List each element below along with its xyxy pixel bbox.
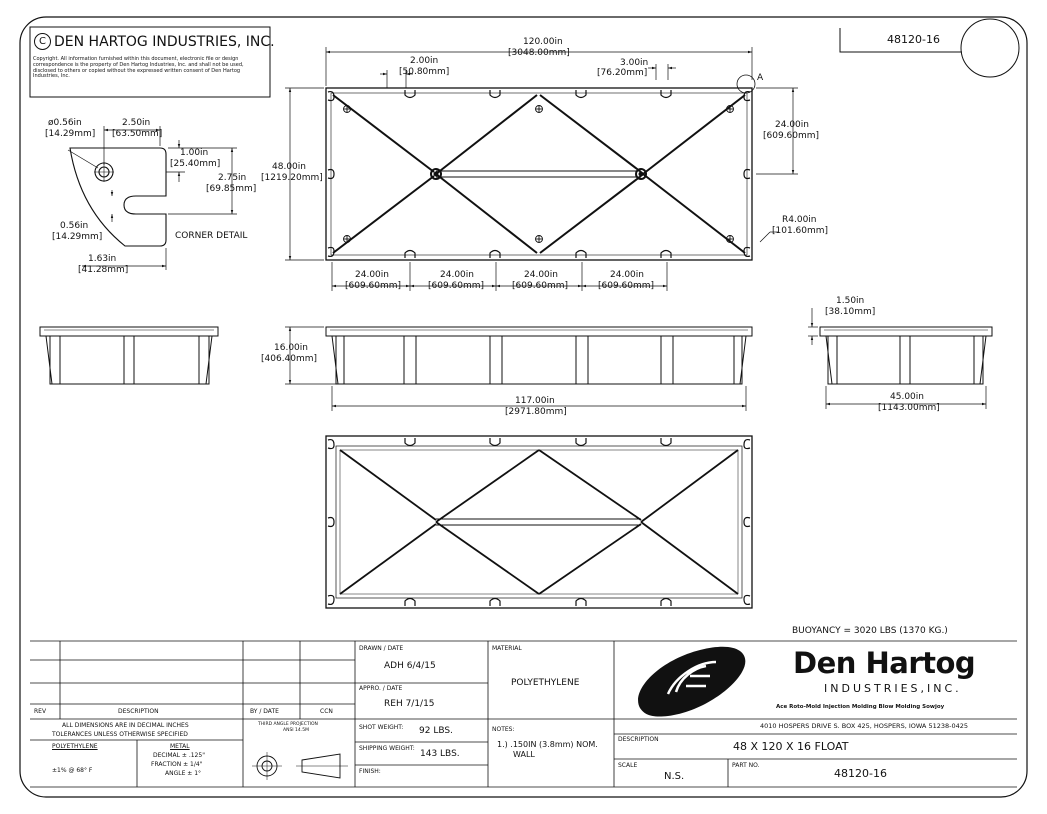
rev-header: REV xyxy=(34,708,47,715)
description-label: DESCRIPTION xyxy=(618,736,659,743)
dim-bottom-1-mm: [609.60mm] xyxy=(345,281,402,291)
logo-divisions: Ace Roto-Mold Injection Molding Blow Molding Sowjoy xyxy=(776,704,945,710)
corner-2-5-dim: 2.50in xyxy=(122,118,151,128)
dim-1-5in: 1.50in xyxy=(836,296,865,306)
appro-label: APPRO. / DATE xyxy=(359,685,403,692)
company-address: 4010 HOSPERS DRIVE S. BOX 425, HOSPERS, IOWA 51238-0425 xyxy=(760,722,969,730)
left-end-view xyxy=(40,327,218,384)
bottom-view xyxy=(326,436,752,608)
corner-slot-dim: 0.56in xyxy=(60,221,89,231)
rev-ccn-header: CCN xyxy=(320,708,333,715)
part-no-label: PART NO. xyxy=(732,762,760,769)
dim-3in-mm: [76.20mm] xyxy=(597,68,648,78)
corner-hole-dim-mm: [14.29mm] xyxy=(45,129,96,139)
scale-label: SCALE xyxy=(618,762,638,769)
dim-24in-right-mm: [609.60mm] xyxy=(763,131,820,141)
logo-name: Den Hartog xyxy=(793,646,976,680)
part-number-label: 48120-16 xyxy=(887,33,940,46)
dim-48in: 48.00in xyxy=(272,162,306,172)
corner-hole-dim: ø0.56in xyxy=(48,118,82,128)
den-hartog-logo-icon xyxy=(638,647,745,717)
dim-bottom-4: 24.00in xyxy=(610,270,644,280)
dim-24in-right: 24.00in xyxy=(775,120,809,130)
description-value: 48 X 120 X 16 FLOAT xyxy=(733,740,849,753)
dim-bottom-2-mm: [609.60mm] xyxy=(428,281,485,291)
corner-2-5-dim-mm: [63.50mm] xyxy=(112,129,163,139)
metal-decimal: DECIMAL ± .125" xyxy=(153,752,205,759)
drawn-label: DRAWN / DATE xyxy=(359,645,404,652)
buoyancy-note: BUOYANCY = 3020 LBS (1370 KG.) xyxy=(792,626,948,636)
corner-1-63-dim: 1.63in xyxy=(88,254,117,264)
rev-by-date-header: BY / DATE xyxy=(250,708,279,715)
right-end-view xyxy=(820,327,992,384)
metal-fraction: FRACTION ± 1/4" xyxy=(151,761,203,768)
corner-1-dim: 1.00in xyxy=(180,148,209,158)
tolerance-line-1: ALL DIMENSIONS ARE IN DECIMAL INCHES xyxy=(62,722,189,729)
poly-label: POLYETHYLENE xyxy=(52,743,98,750)
projection-line-2: ANSI 14.5M xyxy=(283,728,309,733)
metal-label: METAL xyxy=(170,743,190,750)
copyright-icon: C xyxy=(34,33,51,50)
dim-117in: 117.00in xyxy=(515,396,555,406)
top-view xyxy=(326,75,755,260)
material-value: POLYETHYLENE xyxy=(511,678,580,688)
logo-subtitle: INDUSTRIES,INC. xyxy=(824,682,962,695)
shot-weight-label: SHOT WEIGHT: xyxy=(359,724,404,731)
metal-angle: ANGLE ± 1° xyxy=(165,770,202,777)
drawn-value: ADH 6/4/15 xyxy=(384,661,436,671)
dim-bottom-3: 24.00in xyxy=(524,270,558,280)
dim-radius: R4.00in xyxy=(782,215,817,225)
dim-45in-mm: [1143.00mm] xyxy=(878,403,940,413)
scale-value: N.S. xyxy=(664,771,685,782)
dim-2in: 2.00in xyxy=(410,56,439,66)
dim-bottom-3-mm: [609.60mm] xyxy=(512,281,569,291)
dim-bottom-2: 24.00in xyxy=(440,270,474,280)
tolerance-line-2: TOLERANCES UNLESS OTHERWISE SPECIFIED xyxy=(52,731,188,738)
dim-height-mm: [406.40mm] xyxy=(261,354,318,364)
corner-1-63-dim-mm: [41.28mm] xyxy=(78,265,129,275)
shipping-weight-value: 143 LBS. xyxy=(420,749,460,759)
finish-label: FINISH: xyxy=(359,768,381,775)
corner-2-75-dim-mm: [69.85mm] xyxy=(206,184,257,194)
shot-weight-value: 92 LBS. xyxy=(419,726,453,736)
company-title: DEN HARTOG INDUSTRIES, INC. xyxy=(54,34,275,50)
shipping-weight-label: SHIPPING WEIGHT: xyxy=(359,745,415,752)
dim-radius-mm: [101.60mm] xyxy=(772,226,829,236)
dim-45in: 45.00in xyxy=(890,392,924,402)
notes-label: NOTES: xyxy=(492,726,515,733)
third-angle-projection-icon xyxy=(252,752,348,780)
rev-desc-header: DESCRIPTION xyxy=(118,708,159,715)
detail-a-label: A xyxy=(757,73,764,83)
dim-2in-mm: [50.80mm] xyxy=(399,67,450,77)
appro-value: REH 7/1/15 xyxy=(384,699,435,709)
dim-48in-mm: [1219.20mm] xyxy=(261,173,323,183)
poly-value: ±1% @ 68° F xyxy=(52,767,93,774)
front-side-view xyxy=(326,327,752,384)
projection-line-1: THIRD ANGLE PROJECTION xyxy=(258,722,318,727)
dim-height: 16.00in xyxy=(274,343,308,353)
corner-detail-label: CORNER DETAIL xyxy=(175,231,248,241)
corner-1-dim-mm: [25.40mm] xyxy=(170,159,221,169)
notes-line-2: WALL xyxy=(513,750,535,759)
corner-2-75-dim: 2.75in xyxy=(218,173,247,183)
dim-1-5in-mm: [38.10mm] xyxy=(825,307,876,317)
material-label: MATERIAL xyxy=(492,645,522,652)
dim-bottom-4-mm: [609.60mm] xyxy=(598,281,655,291)
dim-3in: 3.00in xyxy=(620,58,649,68)
dim-overall-length-mm: [3048.00mm] xyxy=(508,48,570,58)
notes-line-1: 1.) .150IN (3.8mm) NOM. xyxy=(497,740,598,749)
copyright-notice: Copyright. All information furnished within this document, electronic file or design correspondence is the property of Den Hartog Industries, Inc. and shall not be used, disclosed to others or copied without the expressed written consent of Den Hartog Industries, Inc. xyxy=(33,56,244,80)
dim-overall-length-in: 120.00in xyxy=(523,37,563,47)
dim-117in-mm: [2971.80mm] xyxy=(505,407,567,417)
corner-slot-dim-mm: [14.29mm] xyxy=(52,232,103,242)
dim-bottom-1: 24.00in xyxy=(355,270,389,280)
part-no-value: 48120-16 xyxy=(834,767,887,780)
